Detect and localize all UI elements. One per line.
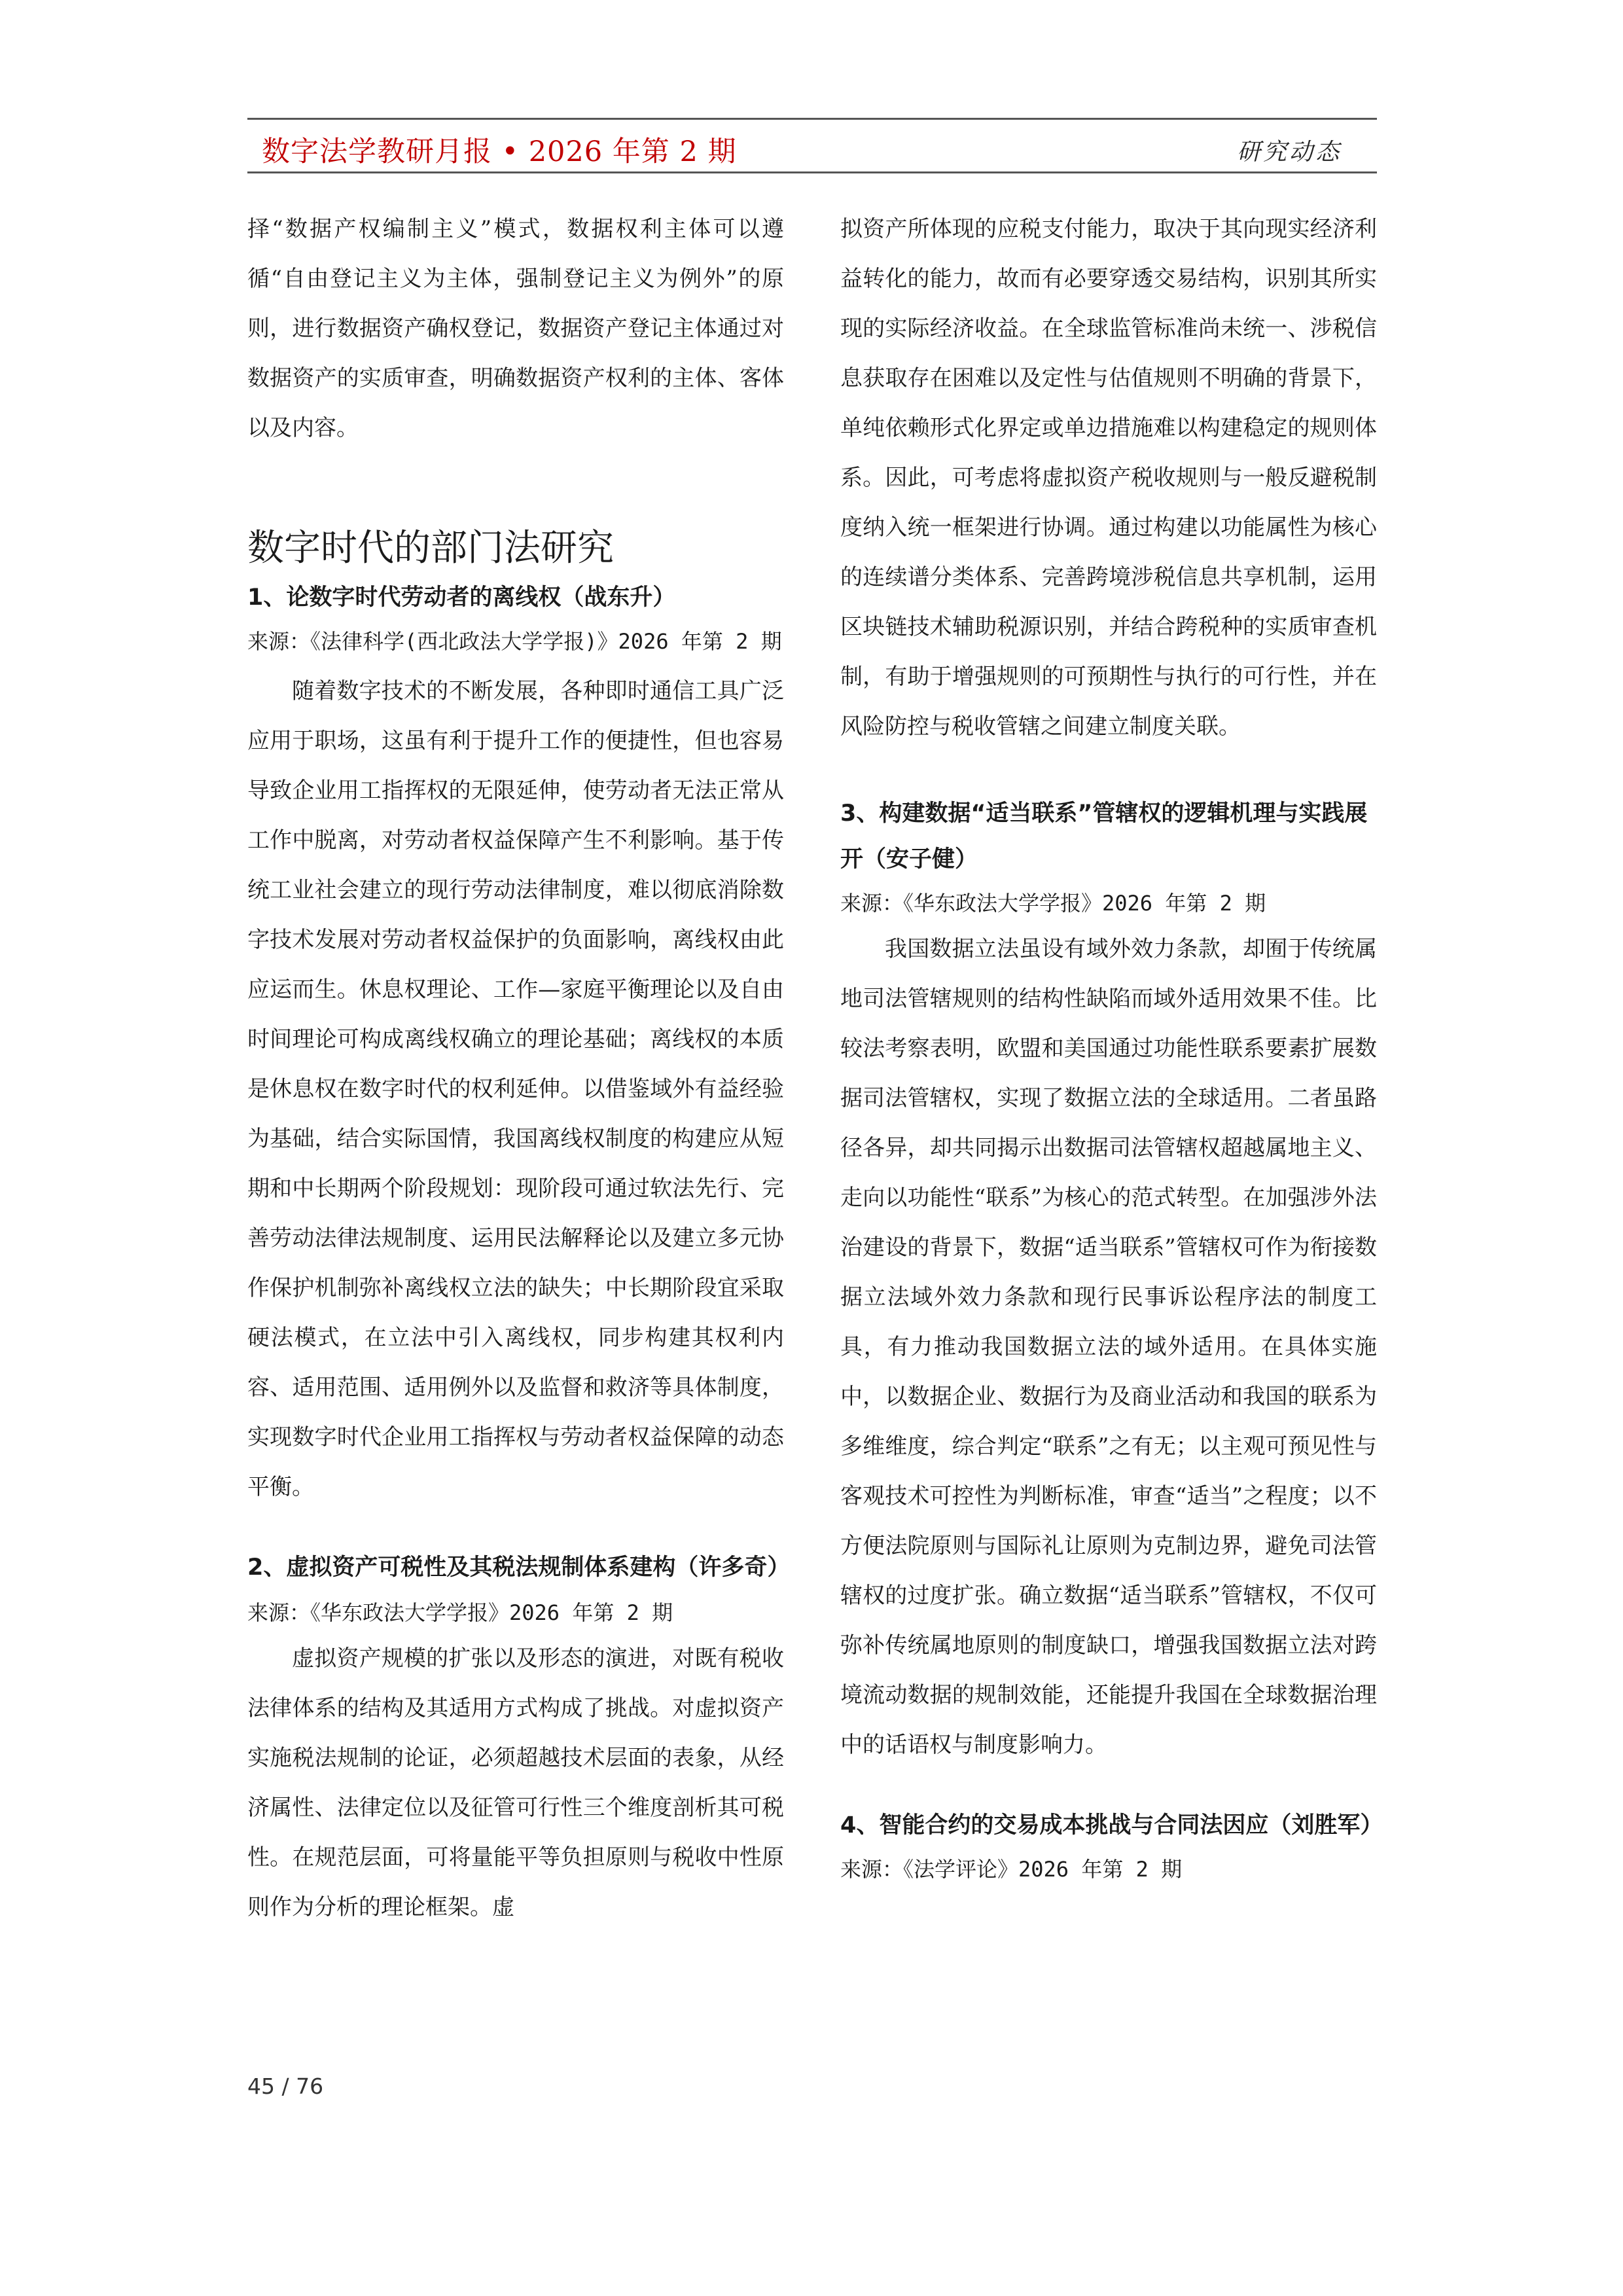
article-body: 虚拟资产规模的扩张以及形态的演进，对既有税收法律体系的结构及其适用方式构成了挑战。对虚拟资产实施税法规制的论证，必须超越技术层面的表象，从经济属性、法律定位以及征管可行性三个维度剖析其可税性。在规范层面，可将量能平等负担原则与税收中性原则作为分析的理论框架。虚 [247,1645,784,1920]
right-column [840,204,1383,1890]
continuation-paragraph: 拟资产所体现的应税支付能力，取决于其向现实经济利益转化的能力，故而有必要穿透交易结构，识别其所实现的实际经济收益。在全球监管标准尚未统一、涉税信息获取存在困难以及定性与估值规则不明确的背景下，单纯依赖形式化界定或单边措施难以构建稳定的规则体系。因此，可考虑将虚拟资产税收规则与一般反避税制度纳入统一框架进行协调。通过构建以功能属性为核心的连续谱分类体系、完善跨境涉税信息共享机制，运用区块链技术辅助税源识别，并结合跨税种的实质审查机制，有助于增强规则的可预期性与执行的可行性，并在风险防控与税收管辖之间建立制度关联。 [840,216,1377,740]
article-source: 来源：《华东政法大学学报》2026 年第 2 期 [247,1600,673,1625]
article-source: 来源：《法律科学(西北政法大学学报)》2026 年第 2 期 [247,629,782,654]
header-bottom-rule [247,171,1377,173]
article-source: 来源：《华东政法大学学报》2026 年第 2 期 [840,891,1266,916]
page-number: 45 / 76 [247,2073,324,2099]
journal-title: 数字法学教研月报 • 2026 年第 2 期 [262,135,737,168]
section-label: 研究动态 [1236,139,1342,166]
article-title: 2、虚拟资产可税性及其税法规制体系建构（许多奇） [247,1554,791,1581]
article-title: 4、智能合约的交易成本挑战与合同法因应（刘胜军） [840,1812,1383,1839]
article-title: 3、构建数据“适当联系”管辖权的逻辑机理与实践展开（安子健） [840,800,1368,872]
article-source: 来源：《法学评论》2026 年第 2 期 [840,1857,1183,1882]
article-body: 随着数字技术的不断发展，各种即时通信工具广泛应用于职场，这虽有利于提升工作的便捷性，但也容易导致企业用工指挥权的无限延伸，使劳动者无法正常从工作中脱离，对劳动者权益保障产生不利影响。基于传统工业社会建立的现行劳动法律制度，难以彻底消除数字技术发展对劳动者权益保护的负面影响，离线权由此应运而生。休息权理论、工作—家庭平衡理论以及自由时间理论可构成离线权确立的理论基础；离线权的本质是休息权在数字时代的权利延伸。以借鉴域外有益经验为基础，结合实际国情，我国离线权制度的构建应从短期和中长期两个阶段规划：现阶段可通过软法先行、完善劳动法律法规制度、运用民法解释论以及建立多元协作保护机制弥补离线权立法的缺失；中长期阶段宜采取硬法模式，在立法中引入离线权，同步构建其权利内容、适用范围、适用例外以及监督和救济等具体制度，实现数字时代企业用工指挥权与劳动者权益保障的动态平衡。 [247,678,784,1500]
left-column [247,204,791,1932]
section-heading: 数字时代的部门法研究 [247,527,614,569]
header-top-rule [247,118,1377,120]
continuation-paragraph: 择“数据产权编制主义”模式，数据权利主体可以遵循“自由登记主义为主体，强制登记主义为例外”的原则，进行数据资产确权登记，数据资产登记主体通过对数据资产的实质审查，明确数据资产权利的主体、客体以及内容。 [247,216,784,441]
article-title: 1、论数字时代劳动者的离线权（战东升） [247,584,676,611]
article-body: 我国数据立法虽设有域外效力条款，却囿于传统属地司法管辖规则的结构性缺陷而域外适用效果不佳。比较法考察表明，欧盟和美国通过功能性联系要素扩展数据司法管辖权，实现了数据立法的全球适用。二者虽路径各异，却共同揭示出数据司法管辖权超越属地主义、走向以功能性“联系”为核心的范式转型。在加强涉外法治建设的背景下，数据“适当联系”管辖权可作为衔接数据立法域外效力条款和现行民事诉讼程序法的制度工具，有力推动我国数据立法的域外适用。在具体实施中，以数据企业、数据行为及商业活动和我国的联系为多维维度，综合判定“联系”之有无；以主观可预见性与客观技术可控性为判断标准，审查“适当”之程度；以不方便法院原则与国际礼让原则为克制边界，避免司法管辖权的过度扩张。确立数据“适当联系”管辖权，不仅可弥补传统属地原则的制度缺口，增强我国数据立法对跨境流动数据的规制效能，还能提升我国在全球数据治理中的话语权与制度影响力。 [840,936,1377,1758]
